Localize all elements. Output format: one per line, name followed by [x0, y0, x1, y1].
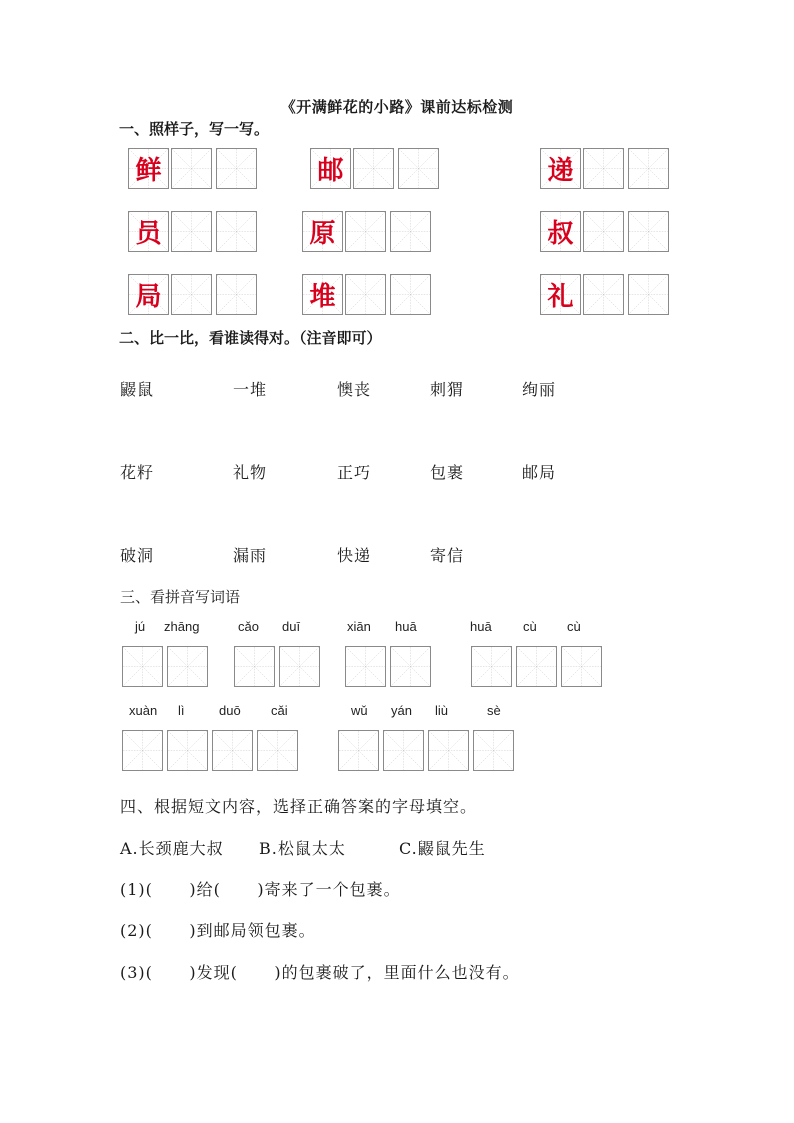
writing-box[interactable] — [516, 646, 557, 687]
writing-box[interactable] — [628, 274, 669, 315]
writing-box[interactable] — [345, 646, 386, 687]
writing-box[interactable] — [345, 274, 386, 315]
pinyin-label: liù — [435, 703, 449, 718]
word-item: 正巧 — [337, 463, 372, 482]
word-item: 邮局 — [522, 463, 557, 482]
writing-box[interactable] — [171, 148, 212, 189]
word-item: 礼物 — [233, 463, 268, 482]
writing-box[interactable] — [122, 646, 163, 687]
writing-box[interactable] — [583, 148, 624, 189]
writing-box[interactable] — [383, 730, 424, 771]
writing-box[interactable] — [390, 274, 431, 315]
question-3: (3)( )发现( )的包裹破了，里面什么也没有。 — [120, 963, 520, 982]
writing-box[interactable] — [167, 730, 208, 771]
writing-box[interactable] — [390, 211, 431, 252]
word-item: 破洞 — [120, 546, 155, 565]
pinyin-label: duī — [282, 619, 301, 634]
pinyin-label: wǔ — [351, 703, 368, 718]
option-b: B.松鼠太太 — [259, 839, 346, 858]
word-item: 快递 — [337, 546, 372, 565]
word-item: 鼹鼠 — [120, 380, 155, 399]
writing-box[interactable] — [583, 274, 624, 315]
writing-box[interactable] — [390, 646, 431, 687]
writing-box[interactable] — [628, 148, 669, 189]
pinyin-label: cù — [523, 619, 537, 634]
word-item: 漏雨 — [233, 546, 268, 565]
pinyin-label: xiān — [347, 619, 371, 634]
char-box-example — [128, 148, 169, 189]
word-item: 一堆 — [233, 380, 268, 399]
writing-box[interactable] — [122, 730, 163, 771]
pinyin-label: yán — [391, 703, 412, 718]
writing-box[interactable] — [338, 730, 379, 771]
char-box-example — [128, 274, 169, 315]
pinyin-label: cǎi — [271, 703, 288, 718]
word-item: 刺猬 — [430, 380, 465, 399]
writing-box[interactable] — [216, 148, 257, 189]
word-item: 绚丽 — [522, 380, 557, 399]
pinyin-label: xuàn — [129, 703, 158, 718]
char-box-example — [540, 148, 581, 189]
section2-heading: 二、比一比，看谁读得对。（注音即可） — [119, 329, 382, 347]
example-char: 堆 — [309, 282, 336, 312]
char-box-example — [302, 274, 343, 315]
pinyin-label: jú — [135, 619, 146, 634]
writing-box[interactable] — [398, 148, 439, 189]
pinyin-label: cǎo — [238, 619, 259, 634]
char-box-example — [128, 211, 169, 252]
pinyin-label: huā — [470, 619, 492, 634]
example-char: 员 — [135, 219, 162, 249]
word-item: 寄信 — [430, 546, 465, 565]
char-box-example — [302, 211, 343, 252]
writing-box[interactable] — [473, 730, 514, 771]
writing-box[interactable] — [257, 730, 298, 771]
question-2: (2)( )到邮局领包裹。 — [120, 921, 316, 940]
example-char: 叔 — [547, 219, 574, 249]
char-box-example — [310, 148, 351, 189]
word-item: 包裹 — [430, 463, 465, 482]
writing-box[interactable] — [216, 211, 257, 252]
page-title: 《开满鲜花的小路》课前达标检测 — [280, 98, 514, 116]
section4-heading: 四、根据短文内容，选择正确答案的字母填空。 — [120, 797, 478, 816]
writing-box[interactable] — [279, 646, 320, 687]
writing-box[interactable] — [561, 646, 602, 687]
pinyin-label: duō — [219, 703, 241, 718]
section3-heading: 三、看拼音写词语 — [120, 588, 241, 606]
writing-box[interactable] — [353, 148, 394, 189]
word-item: 花籽 — [120, 463, 155, 482]
writing-box[interactable] — [167, 646, 208, 687]
char-box-example — [540, 211, 581, 252]
writing-box[interactable] — [471, 646, 512, 687]
writing-box[interactable] — [345, 211, 386, 252]
pinyin-label: huā — [395, 619, 417, 634]
example-char: 鲜 — [135, 156, 162, 186]
writing-box[interactable] — [212, 730, 253, 771]
example-char: 原 — [309, 219, 336, 249]
writing-box[interactable] — [628, 211, 669, 252]
question-1: (1)( )给( )寄来了一个包裹。 — [120, 880, 401, 899]
writing-box[interactable] — [216, 274, 257, 315]
pinyin-label: lì — [178, 703, 185, 718]
pinyin-label: sè — [487, 703, 501, 718]
example-char: 局 — [135, 282, 162, 312]
writing-box[interactable] — [583, 211, 624, 252]
section1-heading: 一、照样子，写一写。 — [119, 120, 270, 138]
writing-box[interactable] — [171, 211, 212, 252]
writing-box[interactable] — [428, 730, 469, 771]
option-a: A.长颈鹿大叔 — [120, 839, 224, 858]
example-char: 礼 — [547, 282, 574, 312]
char-box-example — [540, 274, 581, 315]
example-char: 递 — [547, 156, 574, 186]
pinyin-label: cù — [567, 619, 581, 634]
pinyin-label: zhāng — [164, 619, 200, 634]
writing-box[interactable] — [234, 646, 275, 687]
writing-box[interactable] — [171, 274, 212, 315]
word-item: 懊丧 — [337, 380, 372, 399]
option-c: C.鼹鼠先生 — [399, 839, 486, 858]
example-char: 邮 — [317, 156, 344, 186]
